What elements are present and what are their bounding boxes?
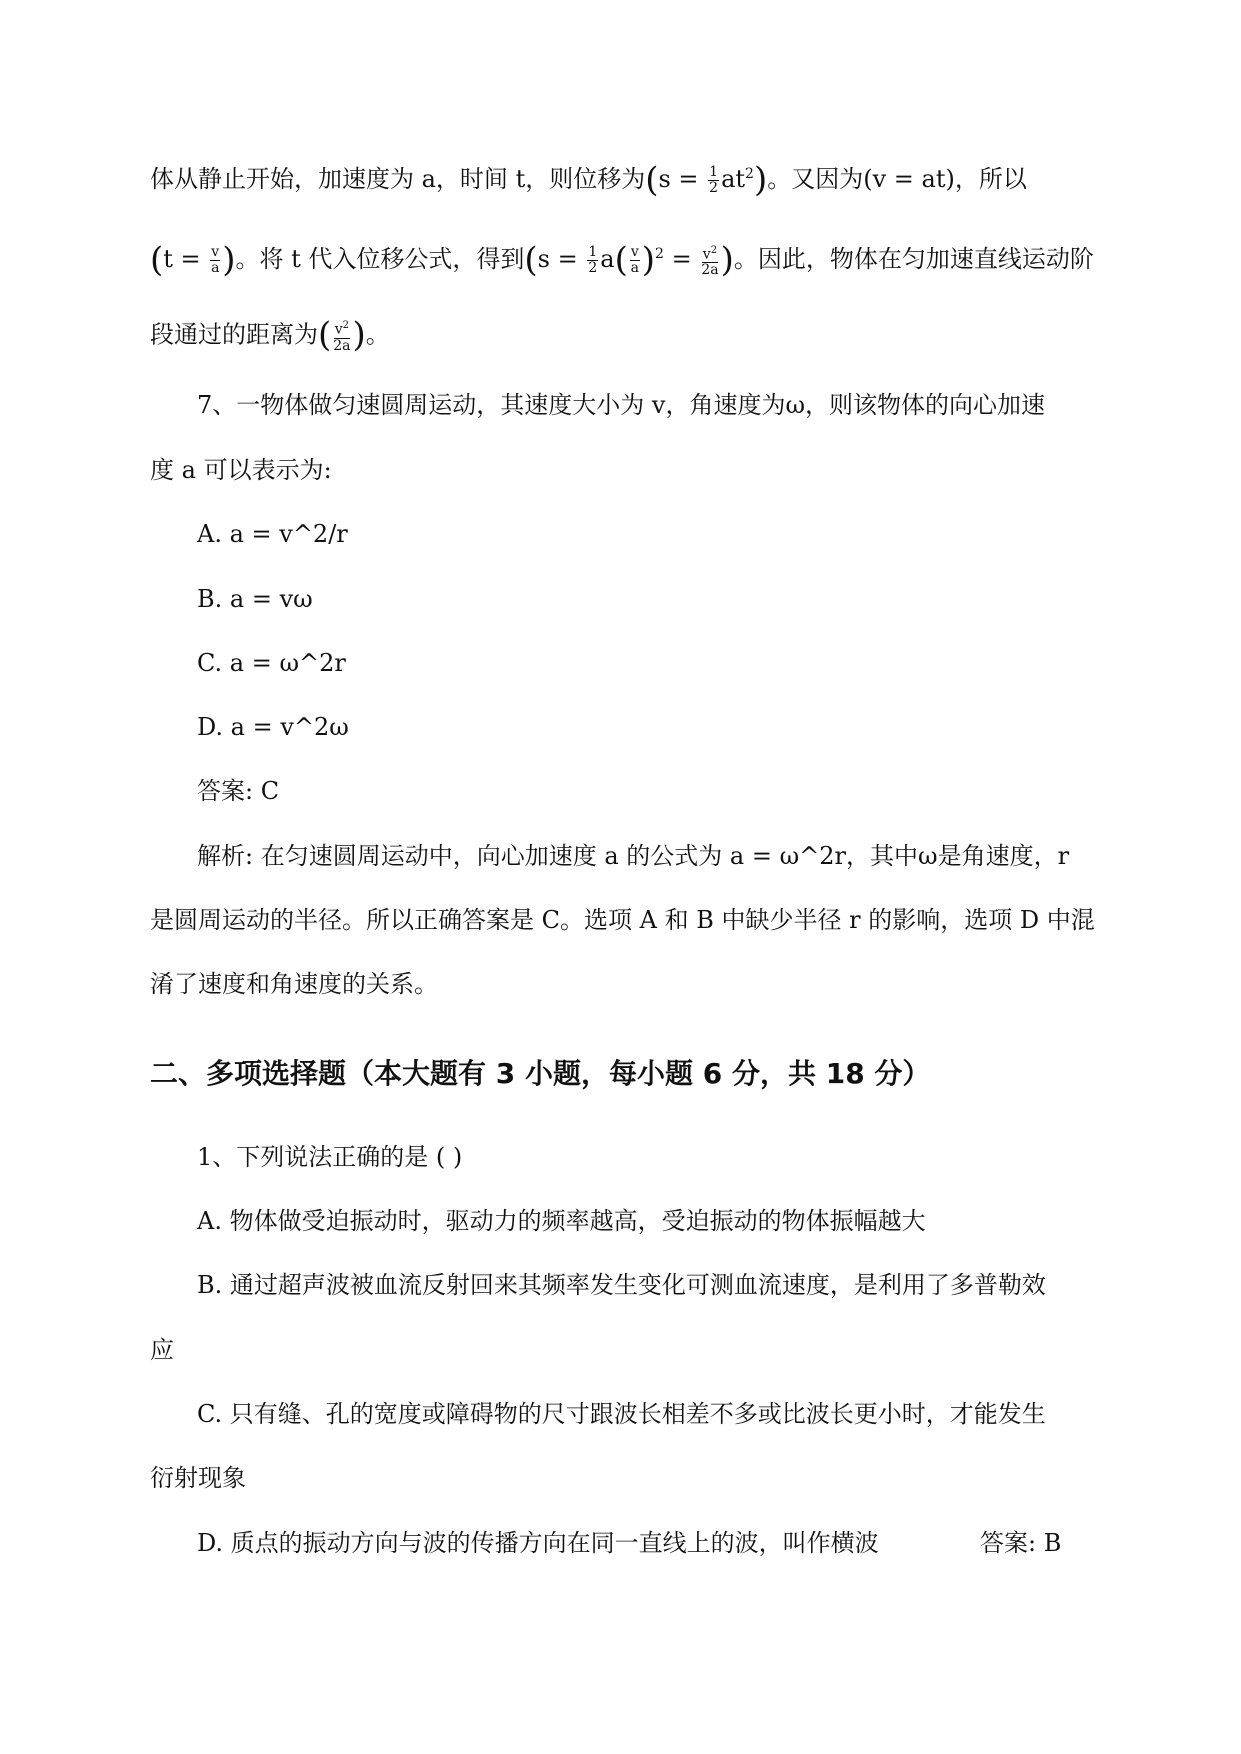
text-segment: 体从静止开始，加速度为 a，时间 t，则位移为 <box>150 165 646 193</box>
text-segment: 。因此，物体在匀加速直线运动阶 <box>733 245 1094 273</box>
paragraph-line-3 <box>150 315 390 356</box>
formula-v2-over-2a: ( $\frac{v^2}{2a}$ ) <box>318 315 366 356</box>
mc-question-1-option-a: A. 物体做受迫振动时，驱动力的频率越高，受迫振动的物体振幅越大 <box>197 1207 926 1235</box>
paragraph-line-2 <box>150 238 1094 278</box>
formula-v-at: (v = at) <box>863 165 955 193</box>
text-segment: 段通过的距离为 <box>150 320 318 349</box>
formula-s-substituted: (s = $\frac{1}{2}$ a( $\frac{v}{a}$ )$^2$ = $\frac{v^2}{2a}$ ) <box>524 240 734 280</box>
question-7-option-a: A. a = v^2/r <box>197 520 348 548</box>
question-7-option-c: C. a = ω^2r <box>197 649 346 677</box>
question-7-analysis-line-2: 是圆周运动的半径。所以正确答案是 C。选项 A 和 B 中缺少半径 r 的影响，选项 D 中混 <box>150 906 1095 934</box>
mc-question-1-stem: 1、下列说法正确的是 ( ) <box>197 1143 463 1171</box>
question-7-option-d: D. a = v^2ω <box>197 713 349 741</box>
mc-question-1-answer: 答案: B <box>980 1529 1062 1557</box>
question-7-option-b: B. a = vω <box>197 585 313 613</box>
mc-question-1-option-b-cont: 应 <box>150 1336 174 1364</box>
formula-s-half-at2: (s = $\frac{1}{2}$ $at^2$) <box>645 160 768 200</box>
text-segment: 。又因为 <box>767 165 864 193</box>
paragraph-line-1 <box>150 158 1027 200</box>
text-segment: 。 <box>365 320 390 349</box>
mc-question-1-option-c-cont: 衍射现象 <box>150 1464 246 1492</box>
question-7-answer: 答案: C <box>197 777 280 805</box>
mc-question-1-option-d: D. 质点的振动方向与波的传播方向在同一直线上的波，叫作横波 <box>197 1529 879 1557</box>
question-7-stem-line-2: 度 a 可以表示为: <box>150 456 332 484</box>
section-heading: 二、多项选择题（本大题有 3 小题，每小题 6 分，共 18 分） <box>150 1057 931 1090</box>
mc-question-1-option-c: C. 只有缝、孔的宽度或障碍物的尺寸跟波长相差不多或比波长更小时，才能发生 <box>197 1400 1046 1428</box>
text-segment: ，所以 <box>954 165 1027 193</box>
question-7-analysis-line-3: 淆了速度和角速度的关系。 <box>150 970 438 998</box>
question-7-analysis-line-1: 解析: 在匀速圆周运动中，向心加速度 a 的公式为 a = ω^2r，其中ω是角速度，r <box>197 842 1070 870</box>
formula-t-v-over-a: (t = $\frac{v}{a}$ ) <box>150 240 236 280</box>
mc-question-1-option-b: B. 通过超声波被血流反射回来其频率发生变化可测血流速度，是利用了多普勒效 <box>197 1271 1046 1299</box>
question-7-stem-line-1: 7、一物体做匀速圆周运动，其速度大小为 v，角速度为ω，则该物体的向心加速 <box>197 391 1046 419</box>
text-segment: 。将 t 代入位移公式，得到 <box>235 245 525 273</box>
